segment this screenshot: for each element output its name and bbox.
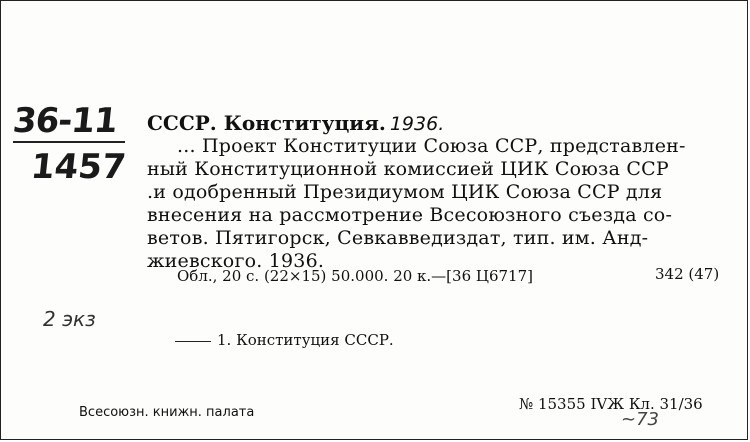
subject-entry xyxy=(175,331,394,349)
entry-line: ный Конституционной комиссией ЦИК Союза ССР xyxy=(147,158,669,180)
entry-line: .и одобренный Президиумом ЦИК Союза ССР для xyxy=(147,181,663,203)
call-number: 36-11 xyxy=(10,101,119,141)
call-number-rule xyxy=(13,141,125,143)
entry-line: ... Проект Конституции Союза ССР, представлен- xyxy=(177,135,686,157)
heading-year: 1936. xyxy=(389,113,445,135)
entry-line: ветов. Пятигорск, Севкавведиздат, тип. им. Анд- xyxy=(147,227,649,249)
pencil-note: 2 экз xyxy=(43,307,96,331)
card-number: № 15355 IVЖ Кл. 31/36 xyxy=(519,395,703,413)
entry-heading xyxy=(147,111,444,135)
subject-dash xyxy=(175,341,211,342)
subject-text: 1. Конституция СССР. xyxy=(217,331,394,349)
heading-title: СССР. Конституция. xyxy=(147,111,386,135)
publisher-chamber: Всесоюзн. книжн. палата xyxy=(79,405,255,420)
page-code: 342 (47) xyxy=(655,265,720,283)
imprint-line: Обл., 20 с. (22×15) 50.000. 20 к.—[36 Ц6717] xyxy=(177,267,534,285)
accession-number: 1457 xyxy=(28,147,128,187)
entry-line: внесения на рассмотрение Всесоюзного съезда со- xyxy=(147,204,673,226)
pencil-mark: ~73 xyxy=(621,409,659,430)
entry-line: жиевского. 1936. xyxy=(147,250,325,272)
